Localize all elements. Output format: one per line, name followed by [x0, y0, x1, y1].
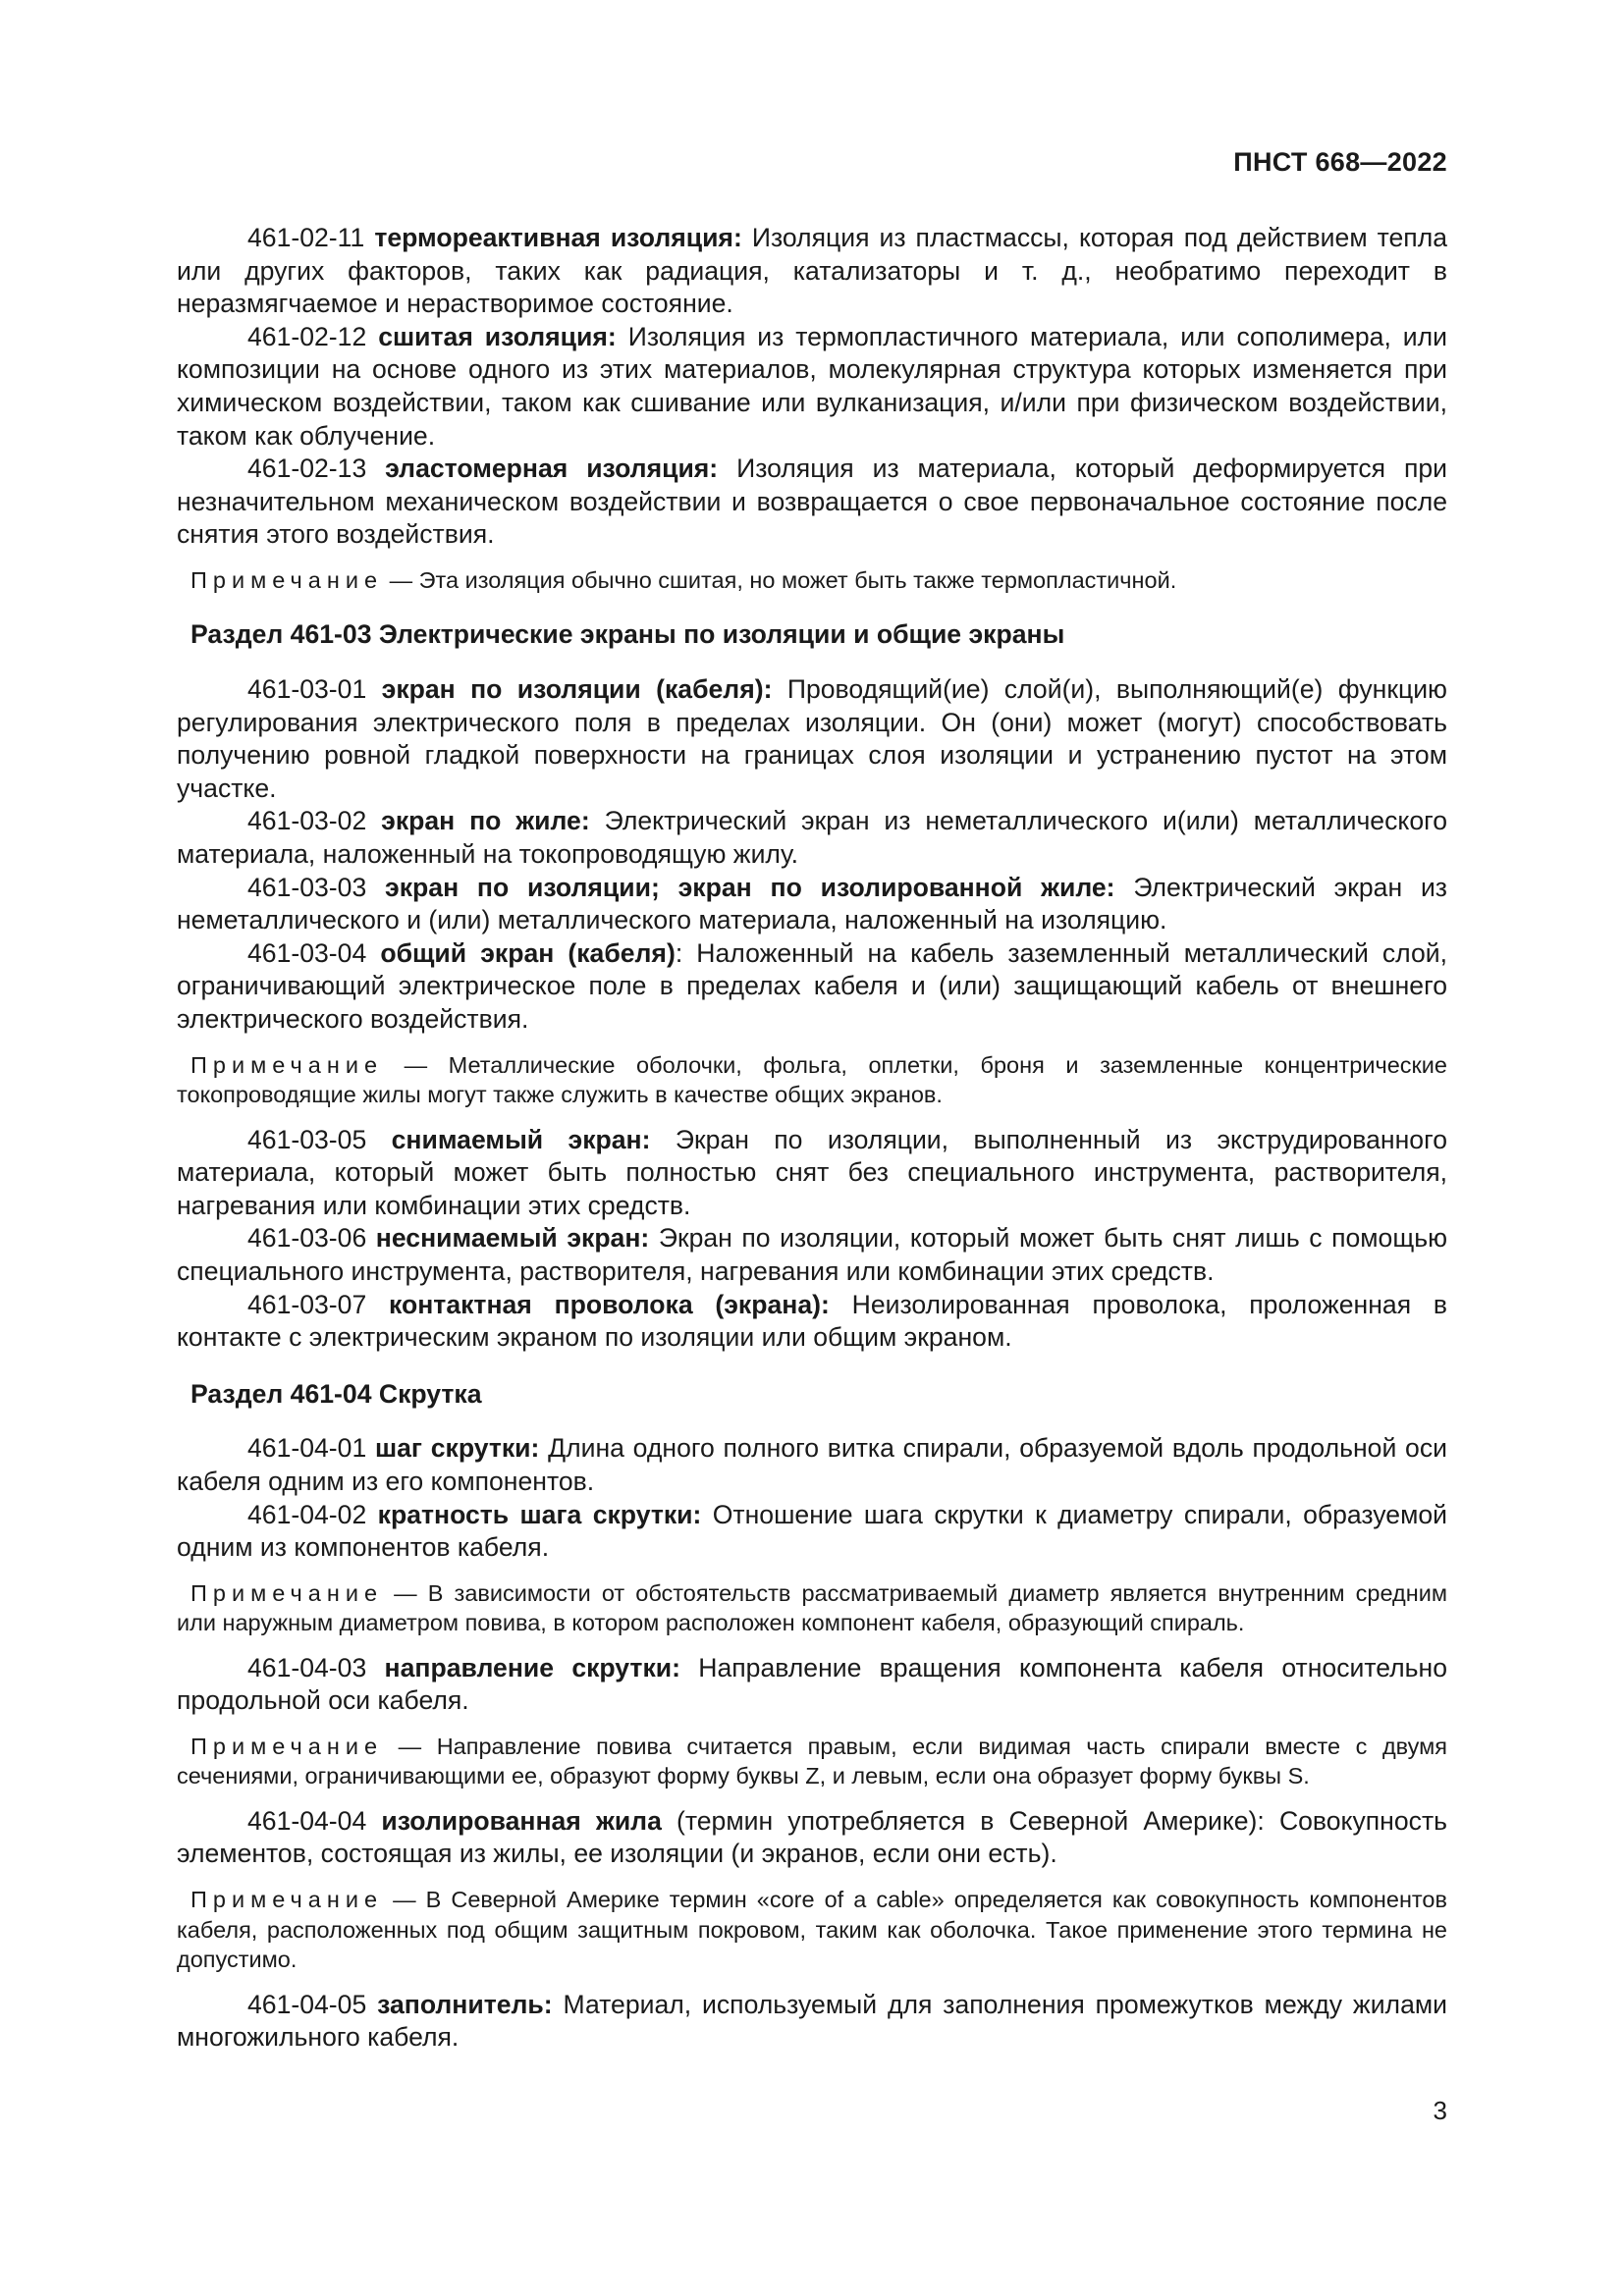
- term-entry: [177, 805, 1447, 871]
- term-definition: Электрический экран из неметаллического и(или) металлического материала, наложенный на токопроводящую жилу.: [177, 806, 1448, 869]
- term-definition: Длина одного полного витка спирали, образуемой вдоль продольной оси кабеля одним из его компонентов.: [177, 1433, 1447, 1496]
- note: [177, 1578, 1447, 1638]
- note-text: — Металлические оболочки, фольга, оплетки, броня и заземленные концентрические токопроводящие жилы могут также служить в качестве общих экранов.: [177, 1051, 1448, 1108]
- term-name: направление скрутки:: [384, 1652, 680, 1682]
- note: [177, 1732, 1447, 1791]
- term-definition: Проводящий(ие) слой(и), выполняющий(е) функцию регулирования электрического поля в пределах изоляции. Он (они) может (могут) способствовать получению ровной гладкой поверхности на границах слоя изоляции и устранению пустот на этом участке.: [177, 674, 1448, 803]
- term-name: неснимаемый экран:: [375, 1223, 650, 1254]
- term-entry: [177, 1499, 1447, 1565]
- term-name: заполнитель:: [377, 1989, 553, 2019]
- term-name: кратность шага скрутки:: [377, 1499, 702, 1529]
- note-label: Примечание: [190, 1579, 384, 1606]
- term-name: контактная проволока (экрана):: [389, 1289, 830, 1319]
- term-definition: Направление вращения компонента кабеля относительно продольной оси кабеля.: [177, 1652, 1448, 1716]
- document-code: ПНСТ 668—2022: [1233, 147, 1447, 177]
- note: [177, 565, 1447, 596]
- term-entry: [177, 1289, 1447, 1355]
- term-entry: [177, 222, 1447, 321]
- term-name: сшитая изоляция:: [378, 321, 617, 351]
- term-definition: Изоляция из термопластичного материала, или сополимера, или композиции на основе одного из этих материалов, молекулярная структура которых изменяется при химическом воздействии, таком как сшивание или вулканизация, и/или при физическом воздействии, таком как облучение.: [177, 321, 1448, 451]
- term-entry: [177, 1989, 1447, 2055]
- term-entry: [177, 1805, 1447, 1871]
- term-number: 461-03-06: [247, 1223, 367, 1254]
- term-number: 461-02-11: [247, 223, 365, 252]
- term-name: эластомерная изоляция:: [385, 454, 719, 484]
- term-definition: Материал, используемый для заполнения промежутков между жилами многожильного кабеля.: [177, 1989, 1447, 2053]
- term-name: шаг скрутки:: [374, 1433, 540, 1464]
- term-name: экран по изоляции (кабеля):: [381, 674, 773, 705]
- term-name: снимаемый экран:: [391, 1124, 651, 1154]
- note-label: Примечание: [190, 1051, 384, 1078]
- term-entry: [177, 1222, 1447, 1288]
- term-definition: Экран по изоляции, выполненный из экструдированного материала, который может быть полностью снят без специального инструмента, растворителя, нагревания или комбинации этих средств.: [177, 1124, 1447, 1220]
- note-text: — В Северной Америке термин «core of a cable» определяется как совокупность компонентов кабеля, расположенных под общим защитным покровом, таким как оболочка. Такое применение этого термина не допустимо.: [177, 1887, 1447, 1973]
- term-number: 461-03-07: [247, 1289, 367, 1319]
- term-definition: Изоляция из пластмассы, которая под действием тепла или других факторов, таких как радиация, катализаторы и т. д., необратимо переходит в неразмягчаемое и нерастворимое состояние.: [177, 223, 1448, 319]
- term-number: 461-03-05: [247, 1124, 367, 1154]
- term-definition: : Наложенный на кабель заземленный металлический слой, ограничивающий электрическое поле в пределах кабеля и (или) защищающий кабель от внешнего электрического воздействия.: [177, 937, 1448, 1034]
- term-number: 461-03-03: [247, 872, 367, 902]
- term-definition: Отношение шага скрутки к диаметру спирали, образуемой одним из компонентов кабеля.: [177, 1499, 1447, 1563]
- term-entry: [177, 1652, 1447, 1718]
- page-number: 3: [1433, 2096, 1447, 2125]
- term-name: общий экран (кабеля): [380, 937, 676, 968]
- term-definition: (термин употребляется в Северной Америке): Совокупность элементов, состоящая из жилы, ее изоляции (и экранов, если они есть).: [177, 1805, 1447, 1869]
- note-text: — В зависимости от обстоятельств рассматриваемый диаметр является внутренним средним или наружным диаметром повива, в котором расположен компонент кабеля, образующий спираль.: [177, 1579, 1448, 1636]
- note-label: Примечание: [190, 1887, 384, 1913]
- term-entry: [177, 453, 1447, 552]
- term-number: 461-04-04: [247, 1805, 367, 1836]
- note: [177, 1885, 1447, 1975]
- note-label: Примечание: [190, 1733, 384, 1759]
- section-heading: Раздел 461-04 Скрутка: [190, 1378, 482, 1409]
- term-definition: Неизолированная проволока, проложенная в контакте с электрическим экраном по изоляции или общим экраном.: [177, 1289, 1448, 1353]
- term-number: 461-02-12: [247, 321, 367, 351]
- term-number: 461-03-01: [247, 674, 367, 705]
- note: [177, 1050, 1447, 1110]
- note-text: — Эта изоляция обычно сшитая, но может быть также термопластичной.: [389, 566, 1177, 593]
- term-definition: Экран по изоляции, который может быть снят лишь с помощью специального инструмента, растворителя, нагревания или комбинации этих средств.: [177, 1223, 1448, 1286]
- term-number: 461-04-03: [247, 1652, 367, 1682]
- term-name: экран по изоляции; экран по изолированной жиле:: [385, 872, 1115, 902]
- note-label: Примечание: [190, 566, 384, 593]
- term-entry: [177, 1124, 1447, 1223]
- term-definition: Изоляция из материала, который деформируется при незначительном механическом воздействии и возвращается о свое первоначальное состояние после снятия этого воздействия.: [177, 454, 1448, 550]
- term-entry: [177, 937, 1447, 1037]
- term-name: экран по жиле:: [381, 806, 590, 836]
- term-number: 461-04-02: [247, 1499, 367, 1529]
- term-entry: [177, 673, 1447, 805]
- term-number: 461-04-01: [247, 1433, 367, 1464]
- note-text: — Направление повива считается правым, если видимая часть спирали вместе с двумя сечениями, ограничивающими ее, образуют форму буквы Z, и левым, если она образует форму буквы S.: [177, 1733, 1447, 1789]
- section-heading: Раздел 461-03 Электрические экраны по изоляции и общие экраны: [190, 619, 1065, 650]
- term-definition: Электрический экран из неметаллического и (или) металлического материала, наложенный на изоляцию.: [177, 872, 1447, 935]
- term-number: 461-03-02: [247, 806, 367, 836]
- document-body: [177, 222, 1447, 2055]
- term-number: 461-02-13: [247, 454, 367, 484]
- term-name: термореактивная изоляция:: [374, 223, 742, 252]
- term-entry: [177, 872, 1447, 937]
- term-name: изолированная жила: [381, 1805, 662, 1836]
- term-entry: [177, 321, 1447, 453]
- term-number: 461-04-05: [247, 1989, 367, 2019]
- term-number: 461-03-04: [247, 937, 367, 968]
- term-entry: [177, 1432, 1447, 1498]
